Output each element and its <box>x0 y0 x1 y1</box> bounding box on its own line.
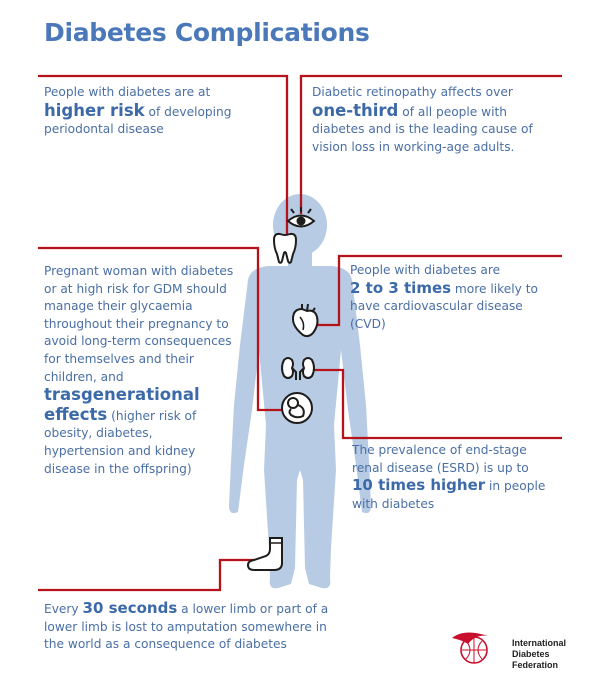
renal-text: The prevalence of end-stage renal disease (ESRD) is up to 10 times higher in people with diabetes <box>352 443 546 511</box>
idf-logo-text: International Diabetes Federation <box>512 638 567 670</box>
cvd-text: People with diabetes are 2 to 3 times more likely to have cardiovascular disease (CVD) <box>350 263 538 331</box>
fetus-icon <box>282 393 312 423</box>
retinopathy-text: Diabetic retinopathy affects over one-third of all people with diabetes and is the leading cause of vision loss in working-age adults. <box>312 85 533 154</box>
human-body-silhouette <box>229 194 371 588</box>
page-title: Diabetes Complications <box>44 18 370 47</box>
amputation-text: Every 30 seconds a lower limb or part of a lower limb is lost to amputation somewhere in the world as a consequence of diabetes <box>44 599 329 652</box>
tooth-icon <box>274 234 296 263</box>
connector-renal <box>305 370 562 438</box>
foot-icon <box>248 538 282 570</box>
connector-amputation <box>38 560 262 590</box>
pregnancy-text: Pregnant woman with diabetes or at high risk for GDM should manage their glycaemia throughout their pregnancy to avoid long-term consequences for themselves and their children, and trasgenerational effects (higher risk of obesity, diabetes, hypertension and kidney disease in the offspring) <box>44 264 234 476</box>
periodontal-text: People with diabetes are at higher risk of developing periodontal disease <box>44 85 232 137</box>
idf-logo-icon <box>452 632 488 663</box>
